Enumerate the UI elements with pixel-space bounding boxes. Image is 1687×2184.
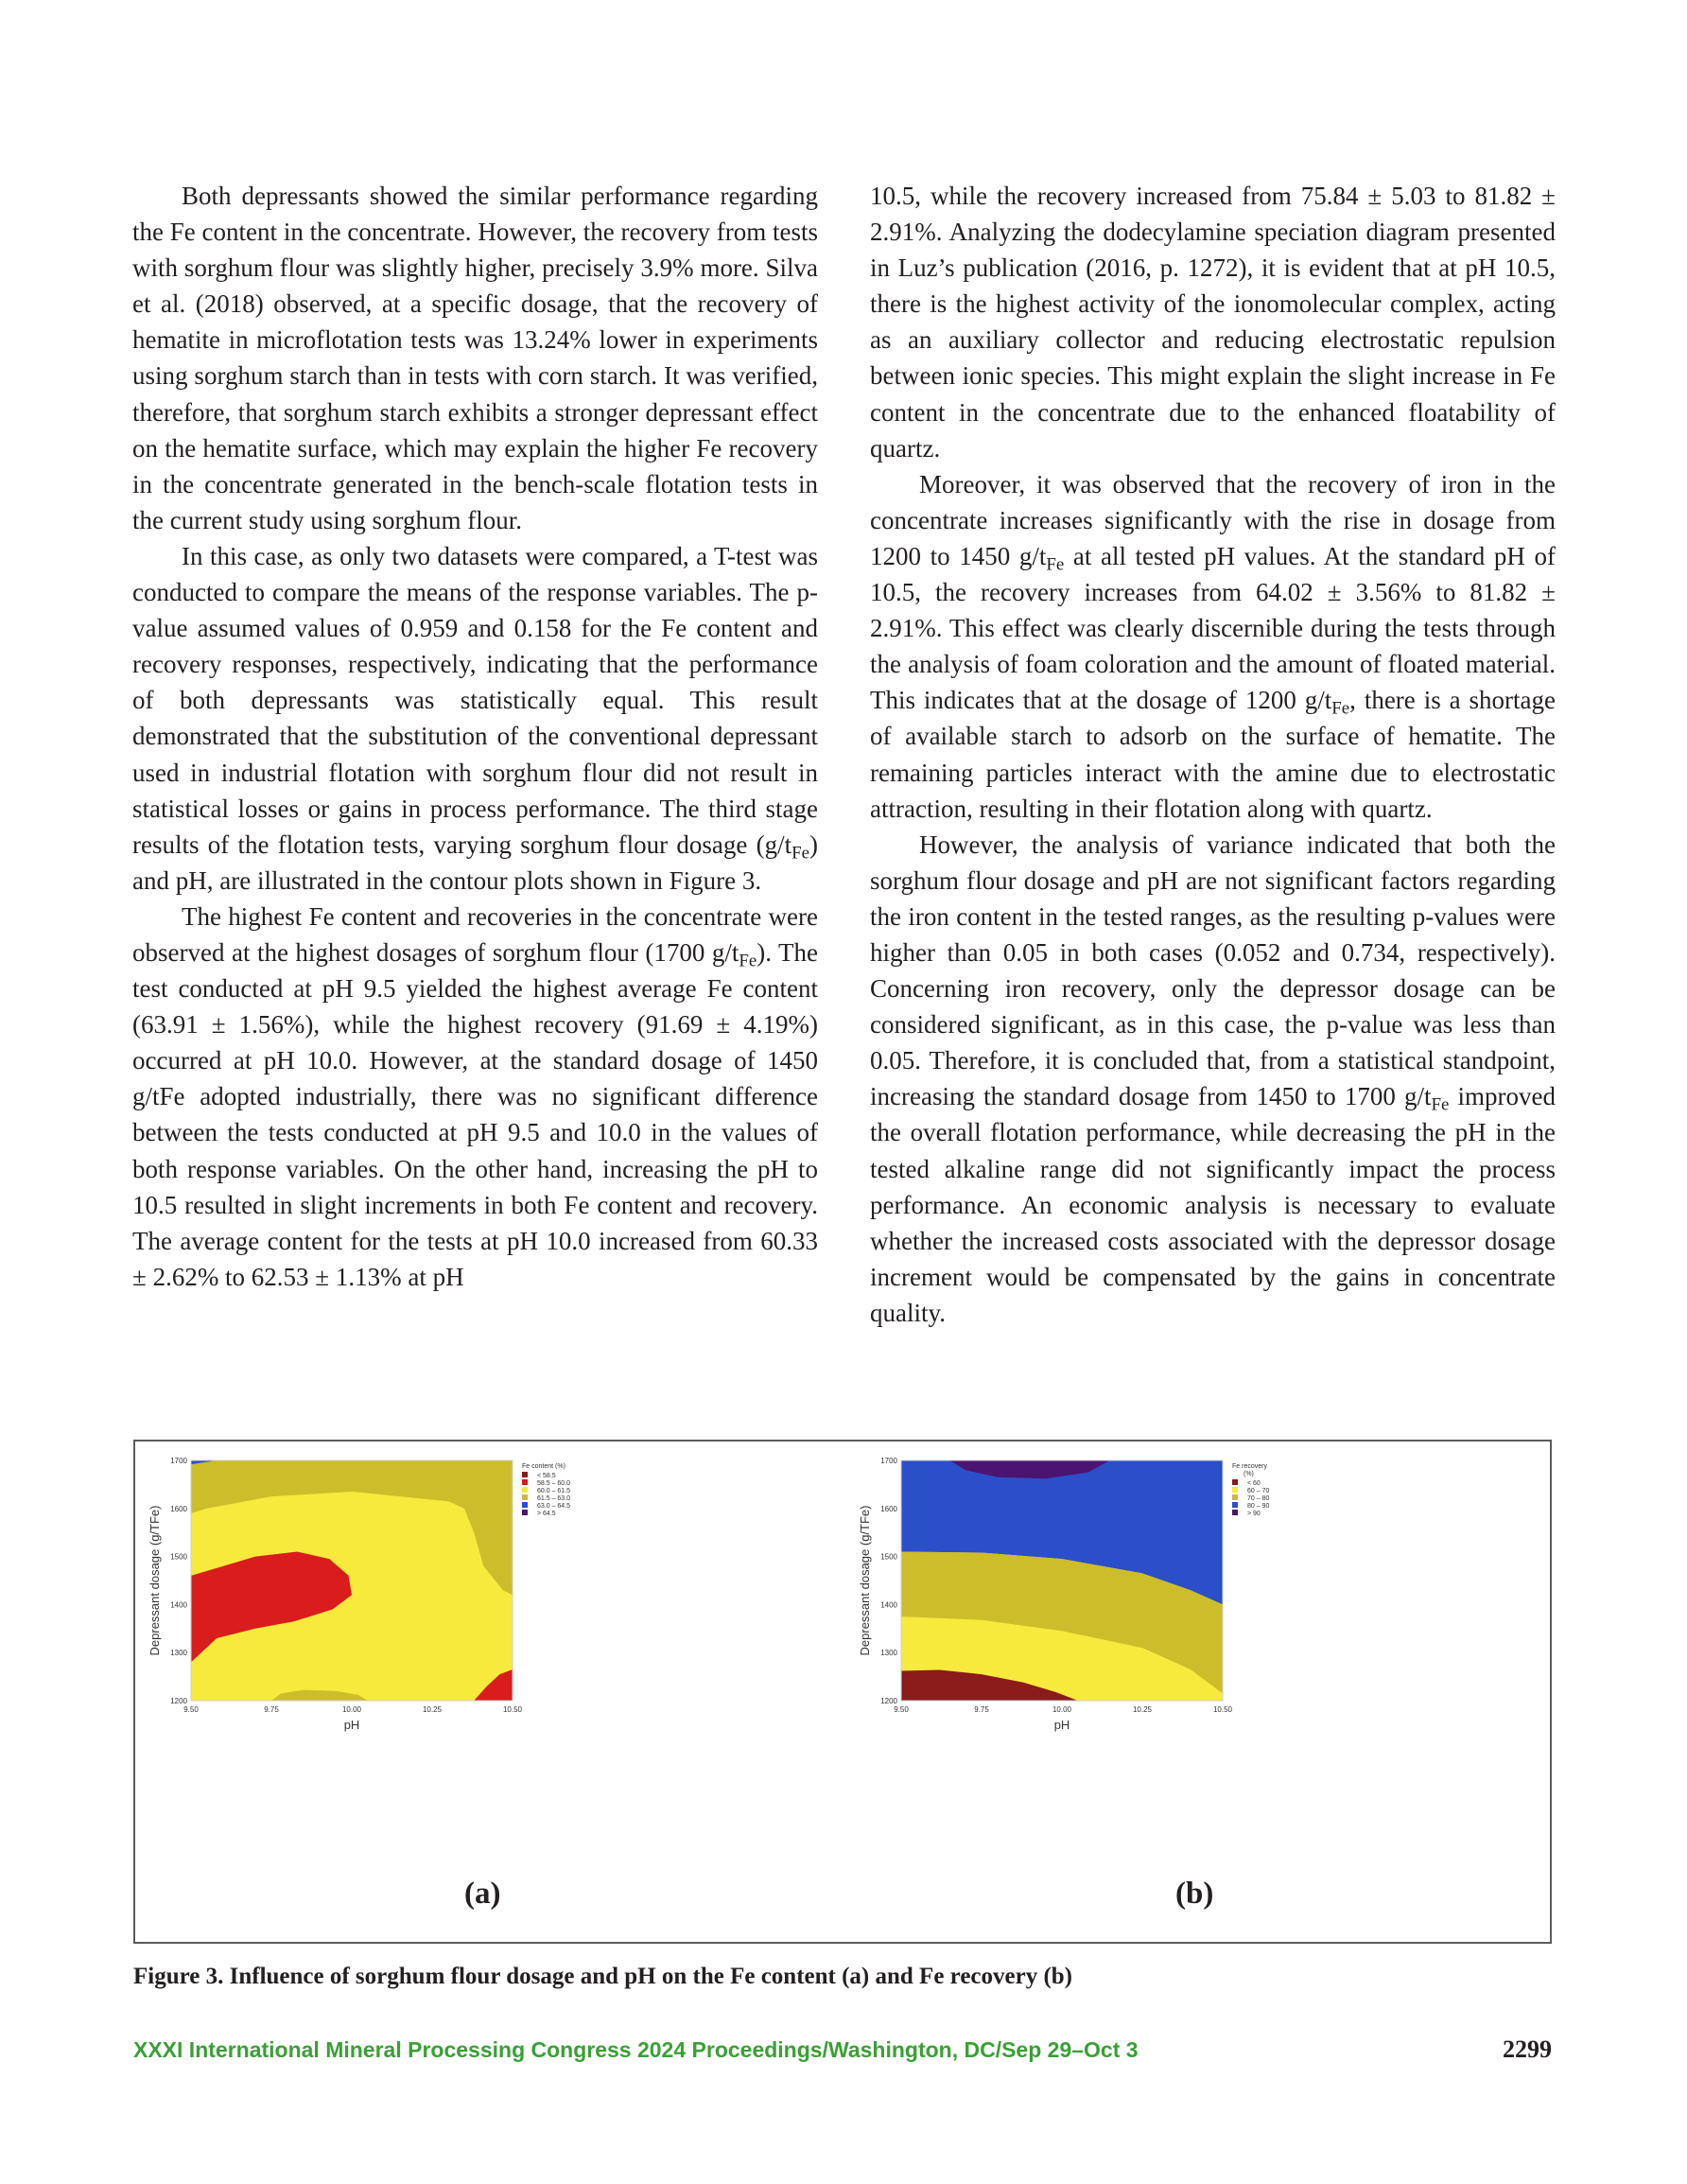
legend-title: Fe recovery bbox=[1232, 1463, 1267, 1470]
legend-swatch bbox=[1232, 1487, 1238, 1493]
left-column-paragraph: The highest Fe content and recoveries in the concentrate were observed at the highest dosages of sorghum flour (1700 $g/t_{Fe}$). The test conducted at pH 9.5 yielded the highest average Fe content (63.91 ± 1.56%), while the highest recovery (91.69 ± 4.19%) occurred at pH 10.0. However, at the standard dosage of 1450 g/tFe adopted industrially, there was no significant difference between the tests conducted at pH 9.5 and 10.0 in the values of both response variables. On the other hand, increasing the pH to 10.5 resulted in slight increments in both Fe content and recovery. The average content for the tests at pH 10.0 increased from 60.33 ± 2.62% to 62.53 ± 1.13% at pH bbox=[132, 901, 818, 1291]
x-tick-label: 10.25 bbox=[422, 1705, 443, 1714]
legend-swatch bbox=[522, 1502, 528, 1508]
y-tick-label: 1200 bbox=[170, 1697, 187, 1705]
footer-proceedings: XXXI International Mineral Processing Congress 2024 Proceedings/Washington, DC/Sep 29–Oct 3 bbox=[133, 2037, 1139, 2062]
legend-swatch bbox=[1232, 1494, 1238, 1500]
legend-label: 61.5 – 63.0 bbox=[537, 1495, 571, 1502]
legend-label: > 90 bbox=[1247, 1511, 1261, 1517]
x-tick-label: 9.75 bbox=[974, 1705, 989, 1714]
legend-swatch bbox=[522, 1479, 528, 1485]
y-tick-label: 1500 bbox=[170, 1552, 187, 1562]
right-column-paragraph: 10.5, while the recovery increased from 75.84 ± 5.03 to 81.82 ± 2.91%. Analyzing the dodecylamine speciation diagram presented in Luz’s publication (2016, p. 1272), it is evident that at pH 10.5, there is the highest activity of the ionomolecular complex, acting as an auxiliary collector and reducing electrostatic repulsion between ionic species. This might explain the slight increase in Fe content in the concentrate due to the enhanced floatability of quartz. bbox=[870, 182, 1556, 463]
x-tick-label: 9.50 bbox=[183, 1705, 199, 1714]
y-tick-label: 1500 bbox=[880, 1552, 897, 1562]
legend-swatch bbox=[522, 1472, 528, 1477]
y-tick-label: 1600 bbox=[880, 1504, 897, 1513]
legend-label: 58.5 – 60.0 bbox=[537, 1480, 571, 1487]
x-axis-label: pH bbox=[343, 1718, 360, 1732]
x-tick-label: 10.00 bbox=[341, 1705, 362, 1714]
panel-label-b: (b) bbox=[1175, 1877, 1214, 1911]
x-axis-label: pH bbox=[1053, 1718, 1070, 1732]
legend-swatch bbox=[1232, 1510, 1238, 1515]
y-tick-label: 1400 bbox=[170, 1600, 187, 1610]
y-tick-label: 1200 bbox=[880, 1697, 897, 1705]
legend-label: > 64.5 bbox=[537, 1511, 556, 1517]
page-number: 2299 bbox=[1503, 2035, 1552, 2063]
x-tick-label: 10.50 bbox=[1212, 1705, 1233, 1714]
legend-label: 60 – 70 bbox=[1247, 1488, 1270, 1494]
legend-title: (%) bbox=[1244, 1471, 1254, 1477]
legend-title: Fe content (%) bbox=[522, 1463, 565, 1470]
y-tick-label: 1300 bbox=[170, 1649, 187, 1658]
legend-label: 63.0 – 64.5 bbox=[537, 1503, 571, 1510]
y-tick-label: 1700 bbox=[170, 1457, 187, 1465]
right-column-paragraph: Moreover, it was observed that the recovery of iron in the concentrate increases significantly with the rise in dosage from 1200 to 1450 $g/t_{Fe}$ at all tested pH values. At the standard pH of 10.5, the recovery increases from 64.02 ± 3.56% to 81.82 ± 2.91%. This effect was clearly discernible during the tests through the analysis of foam coloration and the amount of floated material. This indicates that at the dosage of 1200 $g/t_{Fe}$, there is a shortage of available starch to adsorb on the surface of hematite. The remaining particles interact with the amine due to electrostatic attraction, resulting in their flotation along with quartz. bbox=[870, 469, 1556, 823]
legend-swatch bbox=[1232, 1502, 1238, 1508]
left-text-column bbox=[132, 178, 818, 1295]
legend-label: < 58.5 bbox=[537, 1473, 556, 1479]
x-tick-label: 9.50 bbox=[894, 1705, 909, 1714]
x-tick-label: 10.25 bbox=[1132, 1705, 1153, 1714]
legend-swatch bbox=[1232, 1479, 1238, 1485]
contour-plot-fe-recovery bbox=[843, 1441, 1552, 1896]
x-tick-label: 9.75 bbox=[264, 1705, 279, 1714]
contour-plot-fe-content bbox=[135, 1441, 844, 1896]
y-tick-label: 1700 bbox=[880, 1457, 897, 1465]
y-axis-label: Depressant dosage (g/TFe) bbox=[858, 1505, 872, 1656]
panel-label-a: (a) bbox=[464, 1877, 501, 1911]
left-column-paragraph: Both depressants showed the similar performance regarding the Fe content in the concentrate. However, the recovery from tests with sorghum flour was slightly higher, precisely 3.9% more. Silva et al. (2018) observed, at a specific dosage, that the recovery of hematite in microflotation tests was 13.24% lower in experiments using sorghum starch than in tests with corn starch. It was verified, therefore, that sorghum starch exhibits a stronger depressant effect on the hematite surface, which may explain the higher Fe recovery in the concentrate generated in the bench-scale flotation tests in the current study using sorghum flour. bbox=[132, 182, 818, 534]
figure-3 bbox=[133, 1440, 1552, 1944]
y-tick-label: 1600 bbox=[170, 1504, 187, 1513]
legend-swatch bbox=[522, 1487, 528, 1493]
left-column-paragraph: In this case, as only two datasets were compared, a T-test was conducted to compare the means of the response variables. The p-value assumed values of 0.959 and 0.158 for the Fe content and recovery responses, respectively, indicating that the performance of both depressants was statistically equal. This result demonstrated that the substitution of the conventional depressant used in industrial flotation with sorghum flour did not result in statistical losses or gains in process performance. The third stage results of the flotation tests, varying sorghum flour dosage $(g/t_{Fe})$ and pH, are illustrated in the contour plots shown in Figure 3. bbox=[132, 541, 818, 895]
legend-label: 60.0 – 61.5 bbox=[537, 1488, 571, 1494]
right-column-paragraph: However, the analysis of variance indicated that both the sorghum flour dosage and pH are not significant factors regarding the iron content in the tested ranges, as the resulting p-values were higher than 0.05 in both cases (0.052 and 0.734, respectively). Concerning iron recovery, only the depressor dosage can be considered significant, as in this case, the p-value was less than 0.05. Therefore, it is concluded that, from a statistical standpoint, increasing the standard dosage from 1450 to 1700 $g/t_{Fe}$ improved the overall flotation performance, while decreasing the pH in the tested alkaline range did not significantly impact the process performance. An economic analysis is necessary to evaluate whether the increased costs associated with the depressor dosage increment would be compensated by the gains in concentrate quality. bbox=[870, 830, 1556, 1327]
legend-label: 70 – 80 bbox=[1247, 1495, 1270, 1502]
legend-label: < 60 bbox=[1247, 1480, 1261, 1487]
legend-swatch bbox=[522, 1510, 528, 1515]
legend-label: 80 – 90 bbox=[1247, 1503, 1270, 1510]
y-axis-label: Depressant dosage (g/TFe) bbox=[148, 1505, 162, 1656]
figure-caption: Figure 3. Influence of sorghum flour dosage and pH on the Fe content (a) and Fe recovery (b) bbox=[133, 1964, 1073, 1989]
x-tick-label: 10.50 bbox=[502, 1705, 523, 1714]
x-tick-label: 10.00 bbox=[1052, 1705, 1072, 1714]
y-tick-label: 1400 bbox=[880, 1600, 897, 1610]
right-text-column bbox=[870, 178, 1556, 1331]
y-tick-label: 1300 bbox=[880, 1649, 897, 1658]
legend-swatch bbox=[522, 1494, 528, 1500]
